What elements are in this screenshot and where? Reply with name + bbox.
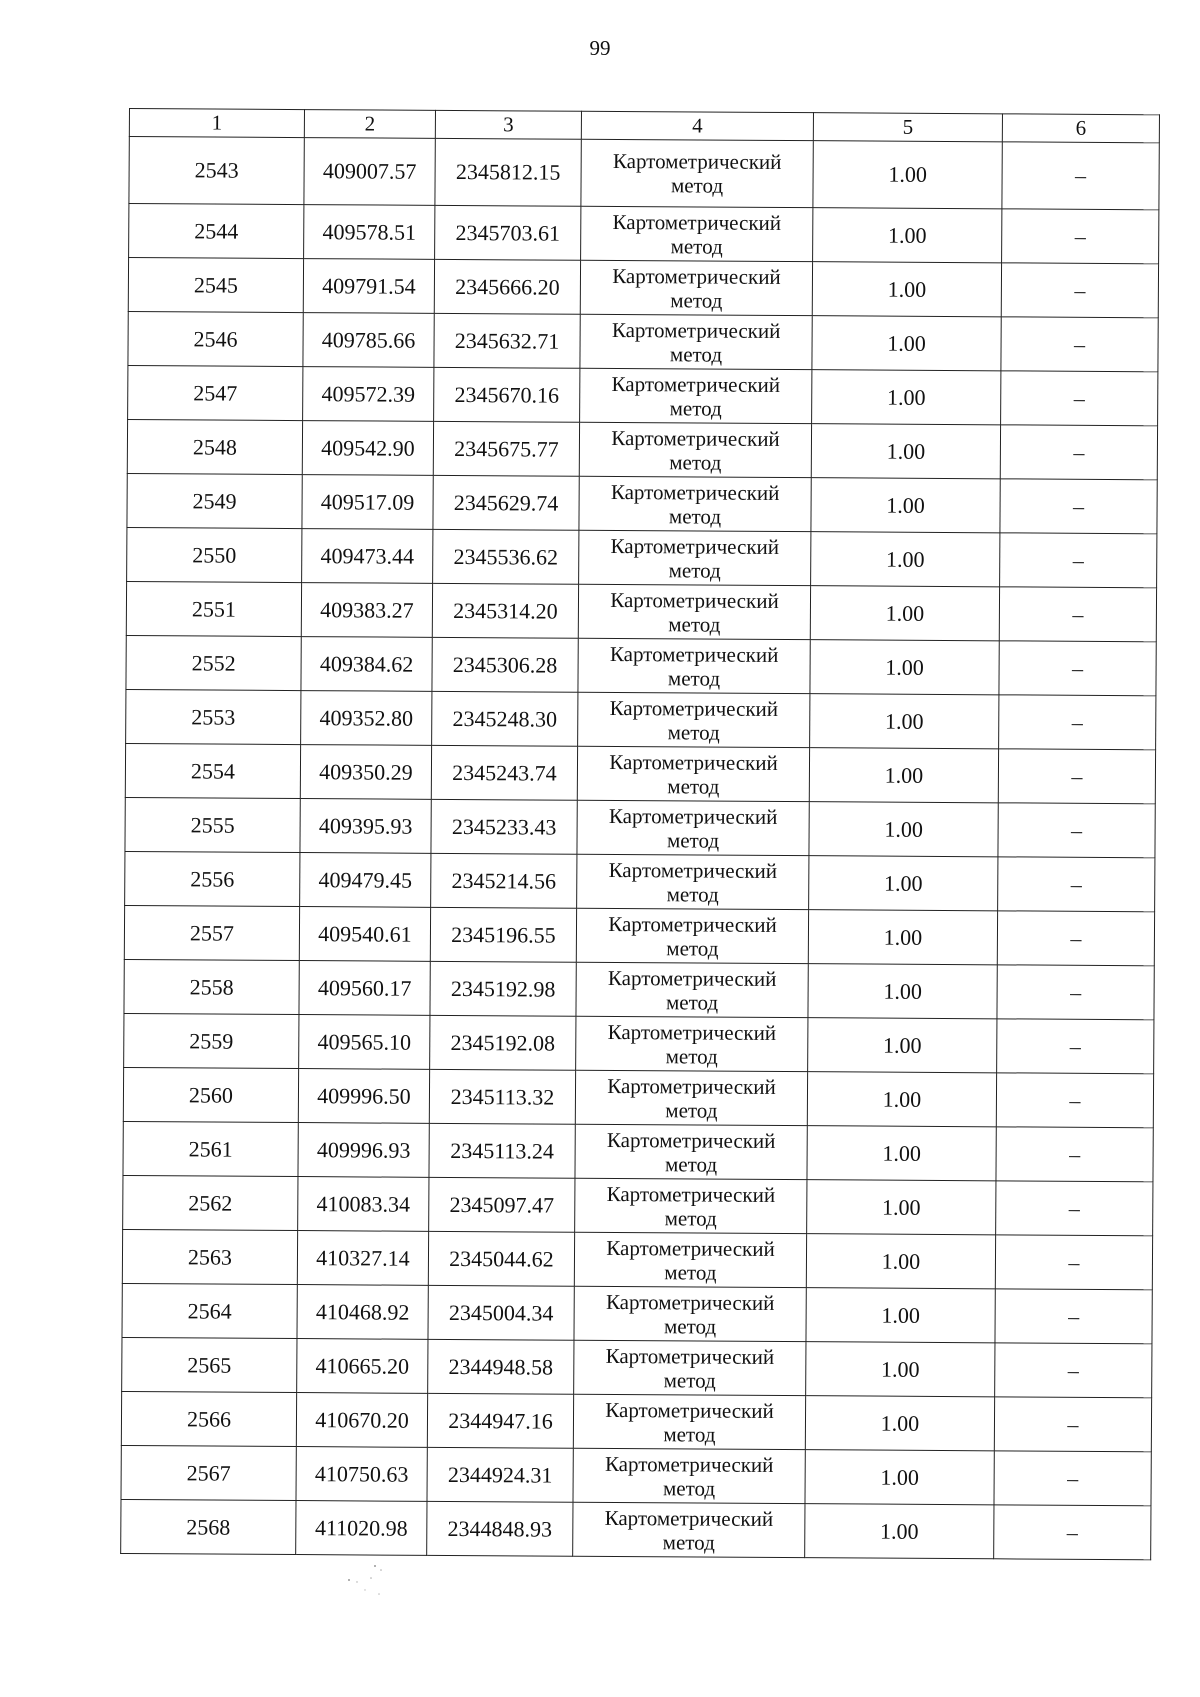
cell-accuracy: 1.00 [806,1288,995,1343]
cell-method [580,260,812,315]
cell-accuracy: 1.00 [808,1018,997,1073]
method-line-1: Картометрический [610,587,779,613]
cell-description: – [994,1397,1151,1452]
cell-point-number: 2562 [123,1175,298,1230]
cell-x-coordinate: 409350.29 [300,745,431,800]
cell-accuracy: 1.00 [807,1180,996,1235]
cell-y-coordinate: 2344948.58 [428,1339,574,1394]
cell-method [573,1502,805,1557]
cell-description: – [1002,142,1159,210]
cell-x-coordinate: 410665.20 [297,1339,428,1394]
cell-point-number: 2567 [121,1445,296,1500]
method-line-2: метод [667,773,720,799]
cell-method [579,422,811,477]
table-row [128,365,1158,425]
cell-y-coordinate: 2345703.61 [435,205,581,260]
column-header: 1 [129,109,304,138]
method-line-1: Картометрический [608,857,778,883]
cell-x-coordinate: 409996.50 [298,1069,429,1124]
cell-y-coordinate: 2345196.55 [430,907,576,962]
cell-accuracy: 1.00 [807,1072,996,1127]
cell-description: – [997,1019,1154,1074]
cell-point-number: 2560 [123,1067,298,1122]
method-line-2: метод [669,449,722,475]
cell-method [574,1340,806,1395]
cell-x-coordinate: 409007.57 [304,138,435,206]
method-line-1: Картометрический [609,749,778,775]
cell-y-coordinate: 2345233.43 [431,799,577,854]
cell-point-number: 2549 [127,473,302,528]
method-line-2: метод [668,557,721,583]
cell-point-number: 2565 [122,1337,297,1392]
method-line-2: метод [663,1421,716,1447]
method-line-1: Картометрический [612,209,782,235]
cell-y-coordinate: 2344947.16 [427,1393,573,1448]
cell-y-coordinate: 2345536.62 [433,529,579,584]
method-line-2: метод [666,827,720,853]
cell-method [575,1178,807,1233]
table-row [124,959,1154,1019]
cell-method [577,746,809,801]
cell-accuracy: 1.00 [805,1450,994,1505]
cell-x-coordinate: 410750.63 [296,1447,427,1502]
cell-point-number: 2551 [126,581,301,636]
method-line-1: Картометрический [610,533,780,559]
table-row [121,1445,1151,1505]
cell-description: – [994,1451,1151,1506]
method-line-1: Картометрический [606,1127,776,1153]
cell-y-coordinate: 2344848.93 [427,1501,573,1556]
method-line-1: Картометрический [609,695,779,721]
method-line-2: метод [664,1151,718,1177]
cell-accuracy: 1.00 [805,1504,994,1559]
method-line-1: Картометрический [605,1343,775,1369]
table-body [121,137,1160,1560]
method-line-1: Картометрический [611,371,781,397]
cell-point-number: 2564 [122,1283,297,1338]
method-line-2: метод [666,881,719,907]
table-row [127,473,1157,533]
cell-point-number: 2555 [125,797,300,852]
table-row [122,1337,1152,1397]
cell-x-coordinate: 409540.61 [299,907,430,962]
cell-accuracy: 1.00 [809,748,998,803]
method-line-2: метод [665,1097,718,1123]
cell-method [577,800,809,855]
cell-accuracy: 1.00 [809,802,998,857]
table-row [123,1067,1153,1127]
cell-y-coordinate: 2345812.15 [435,138,581,206]
method-line-1: Картометрический [607,1019,777,1045]
cell-accuracy: 1.00 [806,1342,995,1397]
cell-point-number: 2552 [126,635,301,690]
method-line-1: Картометрический [609,641,779,667]
cell-x-coordinate: 409996.93 [298,1123,429,1178]
page-number: 99 [589,36,611,60]
cell-method [575,1124,807,1179]
method-line-2: метод [669,341,723,367]
cell-description: – [999,641,1156,696]
cell-description: – [1001,371,1158,426]
table-row [127,419,1157,479]
cell-x-coordinate: 410327.14 [297,1231,428,1286]
cell-method [579,530,811,585]
method-line-2: метод [664,1205,717,1231]
table-row [128,258,1158,318]
table-row [129,137,1159,210]
cell-y-coordinate: 2345113.24 [429,1123,575,1178]
cell-description: – [998,749,1155,804]
cell-x-coordinate: 410670.20 [296,1393,427,1448]
column-header: 2 [304,110,435,139]
cell-point-number: 2543 [129,137,304,205]
cell-method [576,908,808,963]
table-row [129,204,1159,264]
cell-x-coordinate: 410468.92 [297,1285,428,1340]
cell-x-coordinate: 409560.17 [299,961,430,1016]
cell-x-coordinate: 409517.09 [302,475,433,530]
cell-y-coordinate: 2345629.74 [433,475,579,530]
method-line-2: метод [666,935,719,961]
cell-y-coordinate: 2345044.62 [428,1231,574,1286]
cell-point-number: 2558 [124,959,299,1014]
method-line-2: метод [663,1313,717,1339]
method-line-2: метод [670,287,723,313]
method-line-2: метод [670,173,724,198]
method-line-1: Картометрический [607,965,777,991]
method-line-2: метод [668,503,722,529]
cell-point-number: 2553 [126,689,301,744]
cell-description: – [999,695,1156,750]
cell-accuracy: 1.00 [812,370,1001,425]
cell-accuracy: 1.00 [808,910,997,965]
cell-description: – [1000,479,1157,534]
cell-point-number: 2547 [128,365,303,420]
method-line-2: метод [665,1043,718,1069]
method-line-1: Картометрический [612,263,781,289]
cell-x-coordinate: 409578.51 [304,205,435,260]
method-line-2: метод [662,1529,715,1555]
cell-description: – [997,911,1154,966]
table-row [122,1283,1152,1343]
table-row [127,527,1157,587]
cell-accuracy: 1.00 [813,141,1002,209]
cell-y-coordinate: 2345666.20 [434,259,580,314]
cell-method [574,1232,806,1287]
cell-y-coordinate: 2345214.56 [431,853,577,908]
cell-description: – [1001,317,1158,372]
cell-y-coordinate: 2345192.98 [430,961,576,1016]
cell-x-coordinate: 409473.44 [302,529,433,584]
table-row [125,743,1155,803]
table-row [128,311,1158,371]
cell-y-coordinate: 2345670.16 [434,367,580,422]
cell-method [578,638,810,693]
cell-description: – [995,1235,1152,1290]
method-line-2: метод [669,395,722,421]
cell-accuracy: 1.00 [805,1396,994,1451]
cell-y-coordinate: 2345675.77 [433,421,579,476]
scan-noise [335,1560,395,1610]
cell-y-coordinate: 2345192.08 [430,1015,576,1070]
cell-x-coordinate: 409352.80 [301,691,432,746]
cell-method [576,962,808,1017]
cell-accuracy: 1.00 [809,856,998,911]
method-line-2: метод [664,1259,717,1285]
table-row [123,1175,1153,1235]
cell-point-number: 2548 [127,419,302,474]
cell-accuracy: 1.00 [807,1126,996,1181]
method-line-1: Картометрический [606,1235,775,1261]
cell-accuracy: 1.00 [808,964,997,1019]
cell-description: – [998,857,1155,912]
cell-y-coordinate: 2344924.31 [427,1447,573,1502]
cell-method [581,139,813,207]
method-line-1: Картометрический [608,803,778,829]
cell-point-number: 2545 [128,258,303,313]
cell-method [579,476,811,531]
cell-accuracy: 1.00 [812,262,1001,317]
method-line-1: Картометрический [611,425,780,451]
cell-point-number: 2556 [125,851,300,906]
cell-accuracy: 1.00 [810,694,999,749]
cell-x-coordinate: 409383.27 [301,583,432,638]
cell-method [581,206,813,261]
cell-description: – [998,803,1155,858]
cell-method [573,1448,805,1503]
cell-method [577,854,809,909]
cell-x-coordinate: 409785.66 [303,313,434,368]
cell-point-number: 2550 [127,527,302,582]
cell-y-coordinate: 2345113.32 [429,1069,575,1124]
column-header: 5 [813,113,1002,142]
cell-description: – [1001,263,1158,318]
cell-accuracy: 1.00 [811,532,1000,587]
cell-x-coordinate: 409572.39 [303,367,434,422]
method-line-2: метод [662,1475,716,1501]
method-line-2: метод [670,233,723,259]
table-row [126,581,1156,641]
method-line-1: Картометрический [604,1451,774,1477]
table-row [124,905,1154,965]
table-row [126,689,1156,749]
cell-point-number: 2557 [124,905,299,960]
cell-accuracy: 1.00 [806,1234,995,1289]
cell-accuracy: 1.00 [810,640,999,695]
coordinates-table [120,108,1160,1560]
table-row [121,1391,1151,1451]
method-line-1: Картометрический [604,1505,774,1531]
cell-description: – [996,1181,1153,1236]
cell-x-coordinate: 409395.93 [300,799,431,854]
method-line-1: Картометрический [605,1397,774,1423]
cell-point-number: 2546 [128,311,303,366]
column-header: 4 [581,111,813,140]
method-line-1: Картометрический [605,1289,775,1315]
table-row [122,1229,1152,1289]
cell-point-number: 2544 [129,204,304,259]
cell-x-coordinate: 409384.62 [301,637,432,692]
cell-description: – [997,965,1154,1020]
cell-method [573,1394,805,1449]
cell-y-coordinate: 2345314.20 [432,583,578,638]
cell-point-number: 2561 [123,1121,298,1176]
cell-point-number: 2563 [122,1229,297,1284]
cell-accuracy: 1.00 [811,424,1000,479]
method-line-2: метод [668,611,721,637]
method-line-2: метод [667,665,721,691]
cell-y-coordinate: 2345243.74 [431,745,577,800]
method-line-2: метод [663,1367,716,1393]
method-line-1: Картометрический [607,1073,776,1099]
cell-y-coordinate: 2345248.30 [432,691,578,746]
method-line-1: Картометрический [611,317,781,343]
cell-x-coordinate: 410083.34 [298,1177,429,1232]
method-line-1: Картометрический [612,148,782,174]
cell-description: – [1002,209,1159,264]
cell-point-number: 2566 [121,1391,296,1446]
table-row [124,1013,1154,1073]
cell-accuracy: 1.00 [813,208,1002,263]
cell-description: – [995,1289,1152,1344]
cell-x-coordinate: 409565.10 [299,1015,430,1070]
cell-method [578,584,810,639]
table-row [125,797,1155,857]
cell-point-number: 2554 [125,743,300,798]
cell-point-number: 2568 [121,1499,296,1554]
cell-y-coordinate: 2345097.47 [429,1177,575,1232]
cell-accuracy: 1.00 [812,316,1001,371]
table-row [123,1121,1153,1181]
method-line-2: метод [667,719,720,745]
cell-description: – [996,1127,1153,1182]
table-row [125,851,1155,911]
cell-method [574,1286,806,1341]
cell-method [575,1070,807,1125]
table-row [126,635,1156,695]
cell-description: – [994,1505,1151,1560]
cell-method [580,368,812,423]
cell-x-coordinate: 409791.54 [303,259,434,314]
cell-method [576,1016,808,1071]
cell-description: – [995,1343,1152,1398]
method-line-1: Картометрический [610,479,780,505]
cell-description: – [1000,425,1157,480]
cell-point-number: 2559 [124,1013,299,1068]
method-line-2: метод [665,989,719,1015]
cell-y-coordinate: 2345632.71 [434,313,580,368]
cell-method [578,692,810,747]
cell-x-coordinate: 411020.98 [296,1501,427,1556]
cell-description: – [999,587,1156,642]
column-header: 3 [435,110,581,139]
cell-y-coordinate: 2345004.34 [428,1285,574,1340]
cell-x-coordinate: 409479.45 [300,853,431,908]
cell-accuracy: 1.00 [811,478,1000,533]
cell-method [580,314,812,369]
cell-y-coordinate: 2345306.28 [432,637,578,692]
method-line-1: Картометрический [608,911,777,937]
method-line-1: Картометрический [606,1181,776,1207]
column-header: 6 [1002,114,1159,143]
cell-description: – [1000,533,1157,588]
cell-x-coordinate: 409542.90 [302,421,433,476]
table-row [121,1499,1151,1559]
cell-description: – [996,1073,1153,1128]
cell-accuracy: 1.00 [810,586,999,641]
